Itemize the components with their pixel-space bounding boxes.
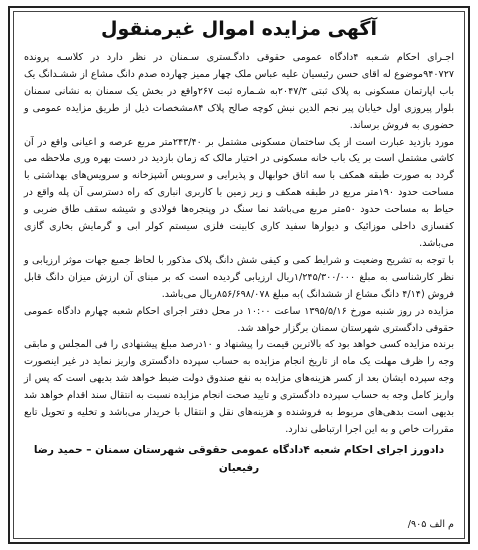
notice-signature: دادورز اجرای احکام شعبه ۴دادگاه عمومی حقوقی شهرستان سمنان – حمید رضا رفیعیان xyxy=(33,443,445,474)
notice-inner-border xyxy=(13,11,465,539)
auction-notice xyxy=(8,6,470,544)
notice-reference-number: م الف ۹۰۵/ xyxy=(407,519,454,530)
paragraph-auction-date: مزایده در روز شنبه مورخ ۱۳۹۵/۵/۱۶ ساعت ۱۰:۰۰ در محل دفتر اجرای احکام شعبه چهارم دادگاه عمومی حقوقی دادگستری شهرستان سمنان برگزار خواهد شد. xyxy=(24,305,454,334)
notice-body xyxy=(24,50,454,477)
paragraph-intro: اجـرای احکام شـعبه ۴دادگاه عمومی حقوقی دادگـستری سـمنان در نظر دارد در کلاسـه پرونده ۹۴۰۷۲۷موضوع له اقای حسن رئیسیان علیه عباس ملک چهار ممیز چهارده صدم دانگ مشاع از ششـدانگ یک باب اپارتمان مسکونی به پلاک ثبتی ۲۰۴۷/۳به شـماره ثبت ۲۶۷واقع در بخش یک سمنان به نشانی سمنان بلوار پیروزی اول خیابان پیر نجم الدین نبش کوچه صالح پلاک ۸۴مشخصات ذیل از طریق مزایده عمومی و حضوری به فروش برساند. xyxy=(24,52,454,131)
paragraph-terms: برنده مزایده کسی خواهد بود که بالاترین قیمت را پیشنهاد و ۱۰درصد مبلغ پیشنهادی را فی المجلس و مابقی وجه را ظرف مهلت یک ماه از تاریخ انجام مزایده به حساب سپرده دادگستری واریز نماید در غیر اینصورت وجه سپرده ایشان بعد از کسر هزینه‌های مزایده به نفع صندوق دولت ضبط خواهد شد بدیهی است که پس از واریز کامل وجه به حساب سپرده دادگستری و تایید صحت انجام مزایده نسبت به انتقال سند اقدام خواهد شد بدیهی است بدهی‌های مربوط به فروشنده و هزینه‌های نقل و انتقال با خریدار می‌باشد و تخلیه و تحویل تابع مقررات خاص و به این اجرا ارتباطی ندارد. xyxy=(24,339,455,435)
notice-title: آگهی مزایده اموال غیرمنقول xyxy=(101,18,377,40)
paragraph-property-description: مورد بازدید عبارت است از یک ساختمان مسکونی مشتمل بر ۲۴۳/۴۰متر مربع عرصه و اعیانی واقع در آن کاشی مشتمل است بر یک باب خانه مسکونی در اختیار مالک که زمان بازدید در دست بهره وری ملاحظه می گردد به صورت طبقه همکف با سه اتاق خوابهال و پذیرایی و سرویس آشپزخانه و سرویس‌های بهداشتی با مساحت حدود ۱۹۰متر مربع در طبقه همکف و زیر زمین با کاربری انباری که راه دسترسی آن پله واقع در حیاط به مساحت حدود ۵۰متر مربع می‌باشد نما سنگ در وپنجره‌ها فولادی و شیشه سقف طاق ضربی و کفسازی داخلی موزائیک و دیوارها سفید کاری کابینت فلزی سیستم کولر ابی و گرمایش بخاری گازی می‌باشد. xyxy=(24,136,455,249)
paragraph-valuation: با توجه به تشریح وضعیت و شرایط کمی و کیفی شش دانگ پلاک مذکور با لحاظ جمیع جهات موثر ارزیابی و نظر کارشناسی به مبلغ ۱/۲۴۵/۳۰۰/۰۰۰ریال ارزیابی گردیده است که بر مبنای آن ارزش میزان دانگ قابل فروش (۴/۱۴ دانگ مشاع از ششدانگ )به مبلغ ۸۵۶/۶۹۸/۰۷۸ریال می‌باشد. xyxy=(24,254,454,300)
